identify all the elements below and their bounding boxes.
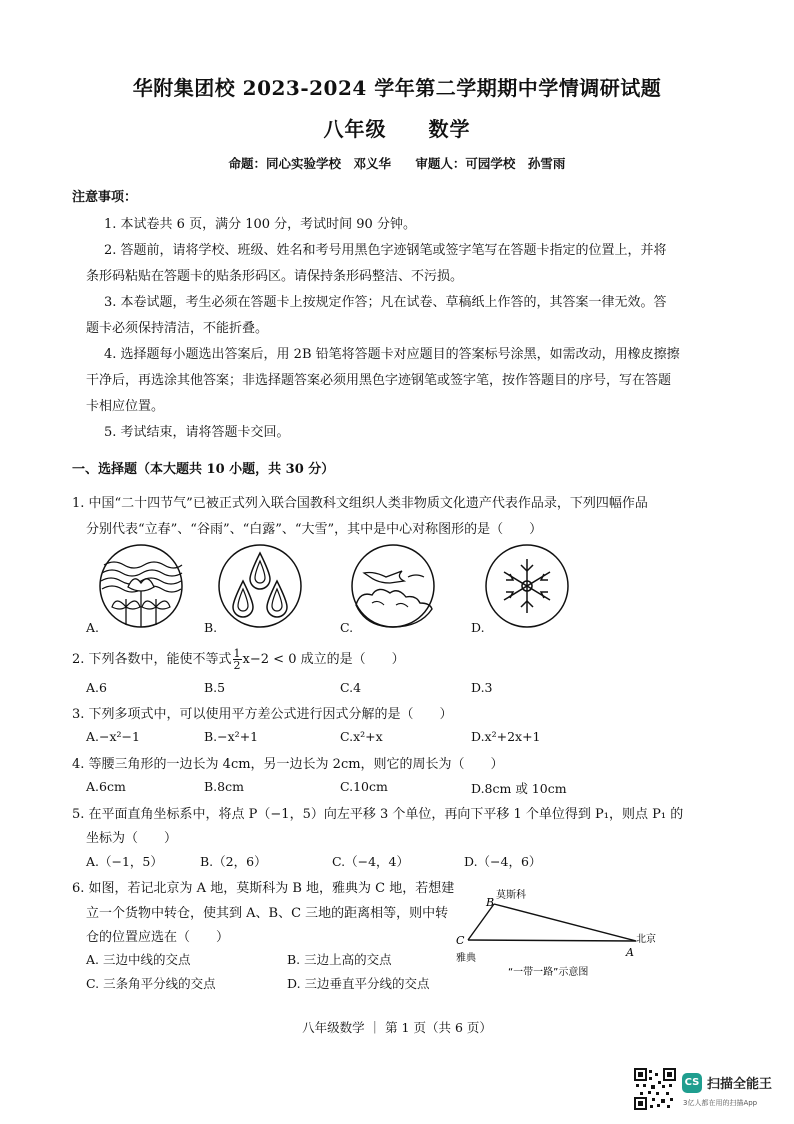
exam-subtitle xyxy=(0,113,794,142)
point-b-label: B xyxy=(486,896,495,909)
question-1-line2: 分别代表“立春”、“谷雨”、“白露”、“大雪”，其中是中心对称图形的是（ ） xyxy=(86,522,543,537)
question-5-option-d[interactable]: D.（−4，6） xyxy=(464,854,542,869)
question-6-line1: 6. 如图，若记北京为 A 地，莫斯科为 B 地，雅典为 C 地，若想建 xyxy=(72,881,455,896)
question-3-option-a[interactable]: A.−x²−1 xyxy=(86,729,140,744)
notice-item: 干净后，再选涂其他答案；非选择题答案必须用黑色字迹钢笔或签字笔，按作答题目的序号，写在答题 xyxy=(86,373,672,388)
subject-label: 数学 xyxy=(428,117,471,141)
question-5-option-a[interactable]: A.（−1，5） xyxy=(86,854,163,869)
question-2-option-a[interactable]: A.6 xyxy=(86,680,107,695)
question-6-line3: 仓的位置应选在（ ） xyxy=(86,930,230,945)
notice-heading: 注意事项： xyxy=(72,190,138,205)
question-3-option-b[interactable]: B.−x²+1 xyxy=(204,729,259,744)
question-2-option-d[interactable]: D.3 xyxy=(471,680,493,695)
solar-term-bailu-image xyxy=(350,543,436,629)
athens-label: 雅典 xyxy=(456,953,476,964)
notice-item: 2. 答题前，请将学校、班级、姓名和考号用黑色字迹钢笔或签字笔写在答题卡指定的位置上，并将 xyxy=(104,243,667,258)
notice-item: 3. 本卷试题，考生必须在答题卡上按规定作答；凡在试卷、草稿纸上作答的，其答案一律无效。答 xyxy=(104,295,667,310)
question-2-option-b[interactable]: B.5 xyxy=(204,680,226,695)
question-5-line1: 5. 在平面直角坐标系中，将点 P（−1，5）向左平移 3 个单位，再向下平移 1 个单位得到 P₁，则点 P₁ 的 xyxy=(72,807,684,822)
question-5-option-c[interactable]: C.（−4，4） xyxy=(332,854,409,869)
question-3-option-d[interactable]: D.x²+2x+1 xyxy=(471,729,541,744)
notice-item: 4. 选择题每小题选出答案后，用 2B 铅笔将答题卡对应题目的答案标号涂黑，如需改动，用橡皮擦擦 xyxy=(104,347,680,362)
question-1-line1: 1. 中国“二十四节气”已被正式列入联合国教科文组织人类非物质文化遗产代表作品录，下列四幅作品 xyxy=(72,496,648,511)
question-4-option-d[interactable]: D.8cm 或 10cm xyxy=(471,781,567,796)
grade-label: 八年级 xyxy=(323,117,387,141)
figure-caption: “一带一路”示意图 xyxy=(508,967,589,978)
qr-code-icon xyxy=(634,1068,676,1110)
question-2-stem-after: x−2 < 0 成立的是（ ） xyxy=(242,652,405,667)
question-1-option-a[interactable]: A. xyxy=(86,620,100,635)
solar-term-guyu-image xyxy=(217,543,303,629)
question-6-option-d[interactable]: D. 三边垂直平分线的交点 xyxy=(287,976,430,991)
question-6-line2: 立一个货物中转仓，使其到 A、B、C 三地的距离相等，则中转 xyxy=(86,906,449,921)
reviewer: 审题人：可园学校 孙雪雨 xyxy=(415,156,566,171)
question-1-option-b[interactable]: B. xyxy=(204,620,218,635)
question-1-option-c[interactable]: C. xyxy=(340,620,354,635)
belt-road-triangle-figure xyxy=(440,882,700,982)
beijing-label: 北京 xyxy=(636,934,656,945)
notice-item: 条形码粘贴在答题卡的贴条形码区。请保持条形码整洁、不污损。 xyxy=(86,269,464,284)
question-4-option-a[interactable]: A.6cm xyxy=(86,779,126,794)
section-heading: 一、选择题（本大题共 10 小题，共 30 分） xyxy=(72,462,335,477)
page-footer: 八年级数学 ｜ 第 1 页（共 6 页） xyxy=(302,1020,492,1035)
fraction-denominator: 2 xyxy=(233,659,241,672)
question-4-option-c[interactable]: C.10cm xyxy=(340,779,388,794)
question-1-option-d[interactable]: D. xyxy=(471,620,485,635)
camscanner-logo-icon: CS xyxy=(682,1073,702,1093)
question-3-option-c[interactable]: C.x²+x xyxy=(340,729,383,744)
scanner-app-name: 扫描全能王 xyxy=(707,1077,773,1092)
fraction-numerator: 1 xyxy=(233,647,241,660)
question-4-stem: 4. 等腰三角形的一边长为 4cm，另一边长为 2cm，则它的周长为（ ） xyxy=(72,757,504,772)
question-5-line2: 坐标为（ ） xyxy=(86,831,178,846)
fraction-one-half xyxy=(233,648,242,671)
exam-title: 华附集团校 2023-2024 学年第二学期期中学情调研试题 xyxy=(132,76,662,100)
question-2-stem xyxy=(72,648,405,671)
proposer: 命题：同心实验学校 邓义华 xyxy=(228,156,392,171)
question-2-option-c[interactable]: C.4 xyxy=(340,680,362,695)
question-6-option-b[interactable]: B. 三边上高的交点 xyxy=(287,952,392,967)
authors-line xyxy=(0,154,794,172)
notice-item: 卡相应位置。 xyxy=(86,399,165,414)
point-c-label: C xyxy=(456,934,465,947)
point-a-label: A xyxy=(626,946,634,959)
solar-term-lichun-image xyxy=(98,543,184,629)
notice-item: 5. 考试结束，请将答题卡交回。 xyxy=(104,425,290,440)
moscow-label: 莫斯科 xyxy=(496,890,526,901)
question-6-option-c[interactable]: C. 三条角平分线的交点 xyxy=(86,976,216,991)
question-5-option-b[interactable]: B.（2，6） xyxy=(200,854,267,869)
solar-term-daxue-image xyxy=(484,543,570,629)
notice-item: 1. 本试卷共 6 页，满分 100 分，考试时间 90 分钟。 xyxy=(104,217,416,232)
question-4-option-b[interactable]: B.8cm xyxy=(204,779,244,794)
scanner-app-tagline: 3亿人都在用的扫描App xyxy=(683,1099,758,1107)
notice-item: 题卡必须保持清洁，不能折叠。 xyxy=(86,321,269,336)
question-2-stem-before: 2. 下列各数中，能使不等式 xyxy=(72,652,232,667)
question-6-option-a[interactable]: A. 三边中线的交点 xyxy=(86,952,191,967)
question-3-stem: 3. 下列多项式中，可以使用平方差公式进行因式分解的是（ ） xyxy=(72,707,453,722)
